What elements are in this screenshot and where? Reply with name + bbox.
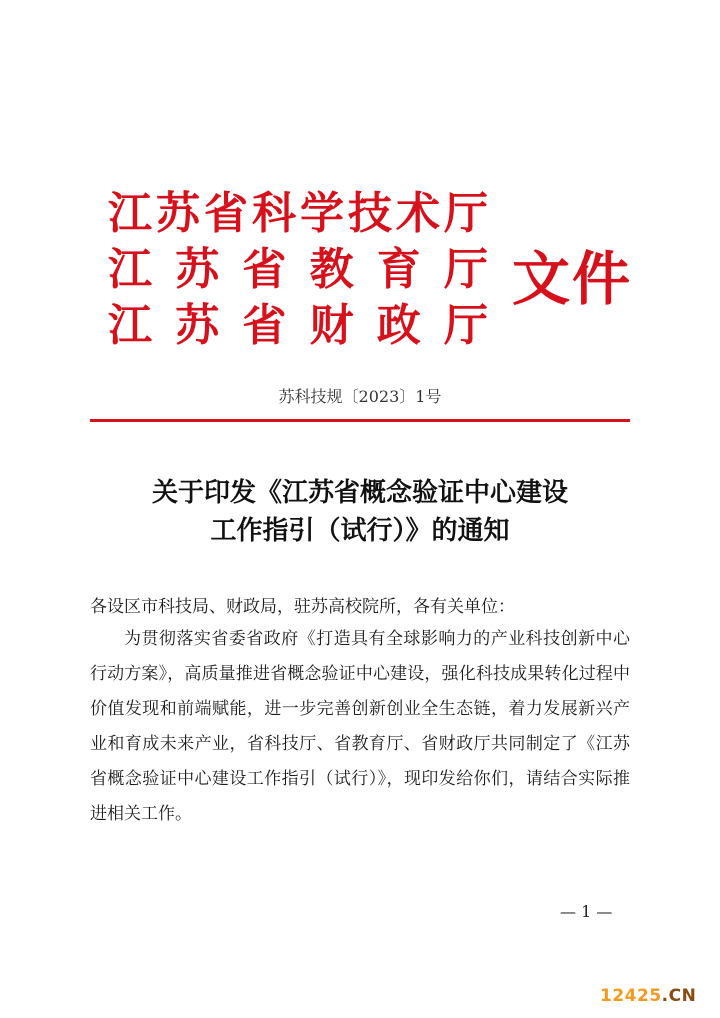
issuer-char: 苏 <box>175 300 220 351</box>
issuer-char: 科 <box>252 188 296 239</box>
issuer-char: 苏 <box>175 244 220 295</box>
issuer-char: 育 <box>376 244 421 295</box>
issuer-char: 厅 <box>443 244 488 295</box>
issuer-char: 江 <box>108 300 152 351</box>
document-label: 文件 <box>512 245 633 313</box>
issuer-names <box>108 186 488 354</box>
issuer-char: 学 <box>300 188 344 239</box>
issuer-finance-dept <box>108 298 488 354</box>
document-number: 苏科技规〔2023〕1号 <box>278 387 442 406</box>
issuer-char: 厅 <box>443 300 488 351</box>
addressee: 各设区市科技局、财政局，驻苏高校院所，各有关单位： <box>90 597 515 617</box>
site-watermark <box>600 986 696 1006</box>
page-number: — 1 — <box>560 902 613 921</box>
body-paragraph: 为贯彻落实省委省政府《打造具有全球影响力的产业科技创新中心行动方案》，高质量推进省概念验证中心建设，强化科技成果转化过程中价值发现和前端赋能，进一步完善创新创业全生态链，着力发展新兴产业和育成未来产业，省科技厅、省教育厅、省财政厅共同制定了《江苏省概念验证中心建设工作指引（试行）》，现印发给你们，请结合实际推进相关工作。 <box>90 629 630 824</box>
issuer-char: 财 <box>309 300 354 351</box>
title-line-2: 工作指引（试行）》的通知 <box>210 516 510 546</box>
issuer-char: 厅 <box>444 188 488 239</box>
notice-title <box>90 474 630 550</box>
issuer-char: 技 <box>348 188 392 239</box>
watermark-number: 12425 <box>600 986 662 1006</box>
issuer-char: 术 <box>396 188 440 239</box>
watermark-domain: .CN <box>661 986 697 1006</box>
issuer-char: 教 <box>309 244 354 295</box>
issuer-char: 江 <box>108 188 152 239</box>
red-divider <box>90 419 630 422</box>
issuer-char: 省 <box>204 188 248 239</box>
issuer-char: 政 <box>376 300 421 351</box>
issuer-science-dept <box>108 186 488 242</box>
issuer-char: 省 <box>242 244 287 295</box>
issuer-education-dept <box>108 242 488 298</box>
issuer-char: 江 <box>108 244 152 295</box>
issuer-char: 苏 <box>156 188 200 239</box>
title-line-1: 关于印发《江苏省概念验证中心建设 <box>151 478 568 508</box>
issuer-char: 省 <box>242 300 287 351</box>
